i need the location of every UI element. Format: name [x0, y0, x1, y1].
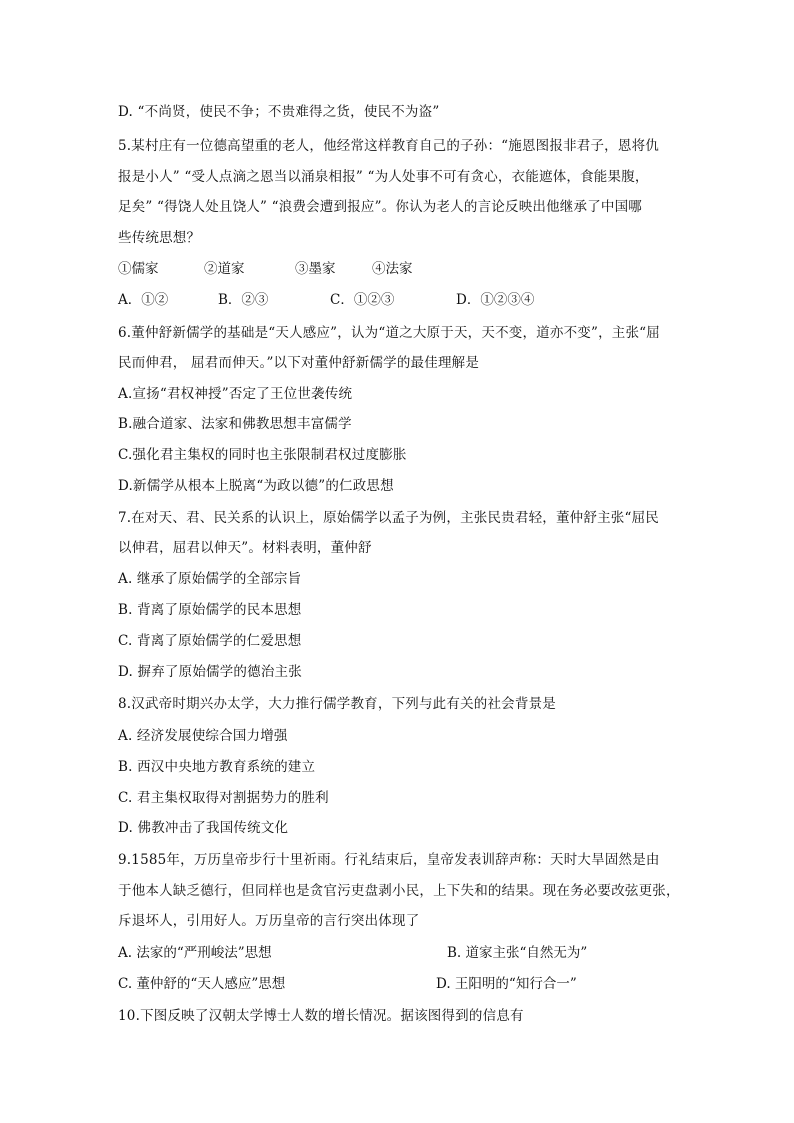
- q5-option-a: A．①②: [118, 292, 169, 308]
- q5-option-b: B．②③: [218, 292, 269, 308]
- q5-stem-line-1: 5.某村庄有一位德高望重的老人，他经常这样教育自己的子孙：“施恩图报非君子，恩将仇: [118, 138, 659, 154]
- q7-option-c: C. 背离了原始儒学的仁爱思想: [118, 633, 302, 649]
- q5-item-2: ②道家: [204, 261, 245, 277]
- q5-item-3: ③墨家: [295, 261, 336, 277]
- q8-option-c: C. 君主集权取得对割据势力的胜利: [118, 790, 329, 806]
- q8-option-a: A. 经济发展使综合国力增强: [118, 728, 288, 744]
- q6-option-c: C.强化君主集权的同时也主张限制君权过度膨胀: [118, 447, 407, 463]
- q7-stem-line-2: 以伸君，屈君以伸天”。材料表明，董仲舒: [118, 540, 372, 556]
- q5-item-4: ④法家: [372, 261, 413, 277]
- q9-stem-line-2: 于他本人缺乏德行，但同样也是贪官污吏盘剥小民，上下失和的结果。现在务必要改弦更张，: [118, 883, 680, 899]
- q7-stem-line-1: 7.在对天、君、民关系的认识上，原始儒学以孟子为例，主张民贵君轻，董仲舒主张“屈民: [118, 510, 659, 526]
- q5-option-c: C．①②③: [330, 292, 395, 308]
- q5-option-d: D．①②③④: [456, 292, 535, 308]
- q6-stem-line-1: 6.董仲舒新儒学的基础是“天人感应”，认为“道之大原于天，天不变，道亦不变”，主张“屈: [118, 325, 660, 341]
- q9-stem-line-1: 9.1585年，万历皇帝步行十里祈雨。行礼结束后，皇帝发表训辞声称：天时大旱固然是由: [118, 852, 660, 868]
- q6-option-d: D.新儒学从根本上脱离“为政以德”的仁政思想: [118, 478, 394, 494]
- q7-option-b: B. 背离了原始儒学的民本思想: [118, 602, 302, 618]
- q4-option-d: D. “不尚贤，使民不争；不贵难得之货，使民不为盗”: [118, 104, 440, 120]
- q9-option-d: D. 王阳明的“知行合一”: [436, 976, 577, 992]
- q5-stem-line-2: 报是小人” “受人点滴之恩当以涌泉相报” “为人处事不可有贪心，衣能遮体，食能果腹，: [118, 169, 649, 185]
- q6-option-a: A.宣扬“君权神授”否定了王位世袭传统: [118, 386, 353, 402]
- q5-stem-line-4: 些传统思想？: [118, 230, 201, 246]
- q6-option-b: B.融合道家、法家和佛教思想丰富儒学: [118, 416, 352, 432]
- q8-option-b: B. 西汉中央地方教育系统的建立: [118, 759, 316, 775]
- q8-stem-line-1: 8.汉武帝时期兴办太学，大力推行儒学教育，下列与此有关的社会背景是: [118, 696, 556, 712]
- q7-option-d: D. 摒弃了原始儒学的德治主张: [118, 664, 302, 680]
- q7-option-a: A. 继承了原始儒学的全部宗旨: [118, 571, 302, 587]
- q5-stem-line-3: 足矣” “得饶人处且饶人” “浪费会遭到报应”。你认为老人的言论反映出他继承了中国哪: [118, 199, 642, 215]
- q10-stem-line-1: 10.下图反映了汉朝太学博士人数的增长情况。据该图得到的信息有: [118, 1008, 524, 1024]
- q9-option-a: A. 法家的“严刑峻法”思想: [118, 945, 272, 961]
- q6-stem-line-2: 民而伸君， 屈君而伸天。”以下对董仲舒新儒学的最佳理解是: [118, 355, 480, 371]
- q8-option-d: D. 佛教冲击了我国传统文化: [118, 820, 289, 836]
- q5-item-1: ①儒家: [118, 261, 159, 277]
- q9-stem-line-3: 斥退坏人，引用好人。万历皇帝的言行突出体现了: [118, 913, 420, 929]
- q9-option-b: B. 道家主张“自然无为”: [447, 945, 588, 961]
- q9-option-c: C. 董仲舒的“天人感应”思想: [118, 976, 286, 992]
